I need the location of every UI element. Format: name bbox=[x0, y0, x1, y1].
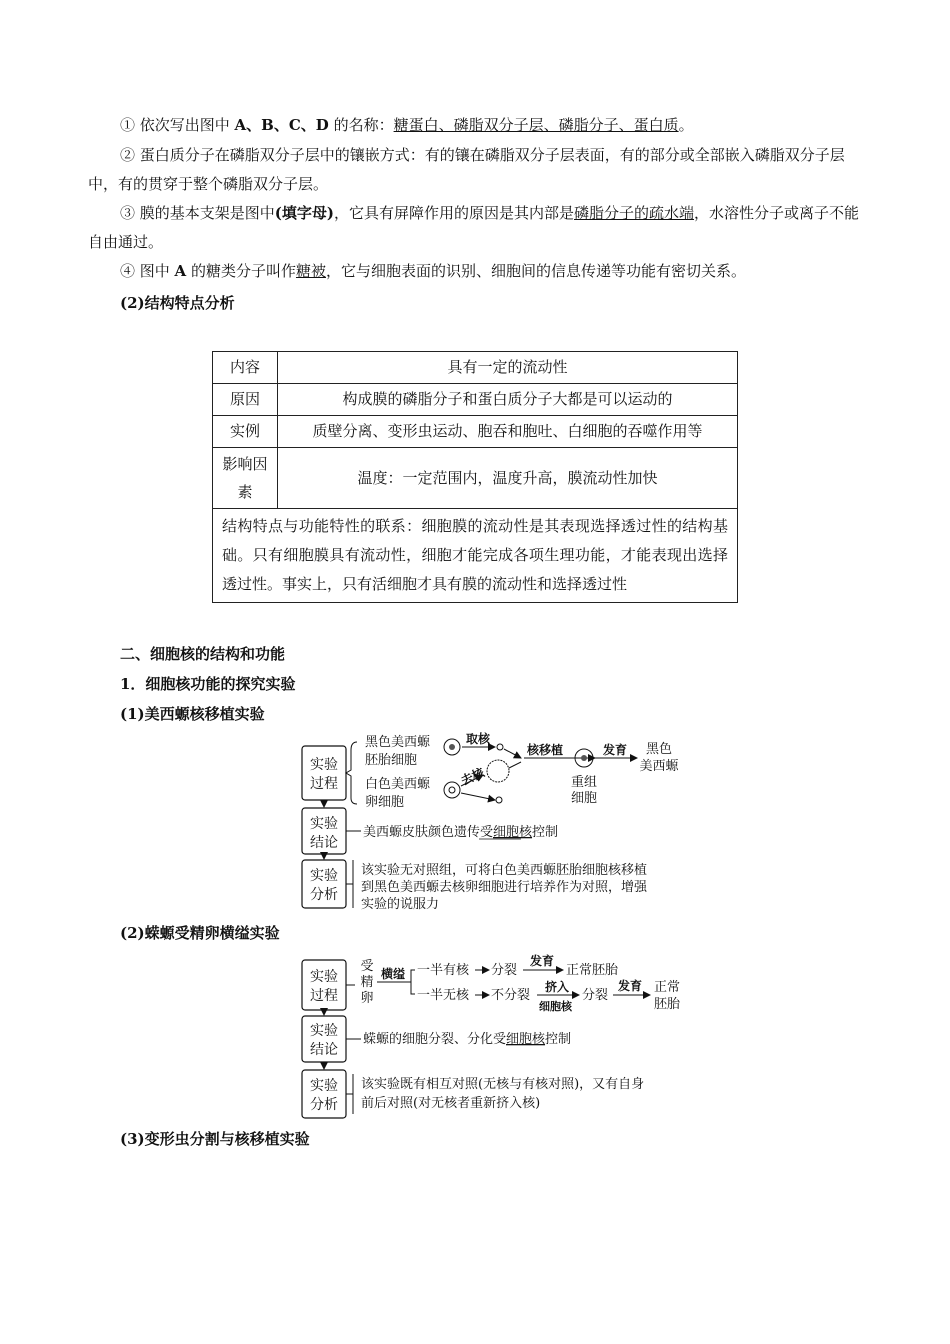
salamander-ligation-diagram bbox=[295, 952, 695, 1122]
svg-text:实验: 实验 bbox=[310, 969, 338, 985]
svg-text:不分裂: 不分裂 bbox=[491, 988, 531, 1003]
nucleus-icon bbox=[496, 797, 502, 803]
paragraph-protein-embedding: ② 蛋白质分子在磷脂双分子层中的镶嵌方式：有的镶在磷脂双分子层表面，有的部分或全部嵌入磷脂双分子层中，有的贯穿于整个磷脂双分子层。 bbox=[88, 146, 845, 193]
svg-text:取核: 取核 bbox=[466, 732, 491, 746]
svg-text:美西螈: 美西螈 bbox=[639, 759, 679, 774]
svg-text:实验: 实验 bbox=[310, 1023, 338, 1039]
svg-text:过程: 过程 bbox=[310, 776, 338, 792]
paragraph-names: ① 依次写出图中 A、B、C、D 的名称：糖蛋白、磷脂双分子层、磷脂分子、蛋白质。 bbox=[120, 116, 694, 134]
answer-hydrophobic: 磷脂分子的疏水端 bbox=[574, 204, 695, 222]
table-row bbox=[213, 384, 738, 416]
svg-text:分析: 分析 bbox=[310, 1097, 338, 1113]
svg-text:分裂: 分裂 bbox=[491, 963, 518, 978]
svg-text:分析: 分析 bbox=[310, 887, 338, 903]
table-note: 结构特点与功能特性的联系：细胞膜的流动性是其表现选择透过性的结构基础。只有细胞膜具有流动性，细胞才能完成各项生理功能，才能表现出选择透过性。事实上，只有活细胞才具有膜的流动性和选择透过性 bbox=[213, 509, 738, 603]
table-key: 原因 bbox=[213, 384, 278, 416]
svg-text:胚胎: 胚胎 bbox=[653, 997, 681, 1012]
svg-text:结论: 结论 bbox=[310, 1042, 338, 1058]
heading-structure-analysis: (2)结构特点分析 bbox=[120, 294, 235, 312]
svg-text:挤入: 挤入 bbox=[545, 980, 570, 994]
svg-text:细胞: 细胞 bbox=[570, 791, 598, 806]
svg-text:去核: 去核 bbox=[458, 765, 487, 789]
svg-text:白色美西螈: 白色美西螈 bbox=[365, 777, 431, 792]
svg-text:受: 受 bbox=[360, 959, 374, 974]
table-value: 具有一定的流动性 bbox=[278, 352, 738, 384]
nucleus-icon bbox=[581, 755, 587, 761]
svg-text:发育: 发育 bbox=[530, 954, 555, 968]
svg-text:正常胚胎: 正常胚胎 bbox=[566, 963, 619, 978]
svg-text:一半无核: 一半无核 bbox=[417, 988, 470, 1003]
enucleated-egg-icon bbox=[487, 760, 509, 782]
table-row bbox=[213, 509, 738, 603]
svg-text:发育: 发育 bbox=[603, 743, 628, 757]
svg-text:实验: 实验 bbox=[310, 816, 338, 832]
svg-text:到黑色美西螈去核卵细胞进行培养作为对照，增强: 到黑色美西螈去核卵细胞进行培养作为对照，增强 bbox=[361, 880, 648, 895]
heading-section-2: 二、细胞核的结构和功能 bbox=[120, 645, 286, 663]
svg-text:正常: 正常 bbox=[653, 980, 681, 995]
fluidity-table bbox=[212, 351, 738, 603]
svg-text:一半有核: 一半有核 bbox=[417, 963, 470, 978]
svg-text:实验: 实验 bbox=[310, 1078, 338, 1094]
svg-text:该实验无对照组，可将白色美西螈胚胎细胞核移植: 该实验无对照组，可将白色美西螈胚胎细胞核移植 bbox=[361, 863, 648, 878]
svg-text:胚胎细胞: 胚胎细胞 bbox=[365, 753, 418, 768]
table-key: 影响因素 bbox=[213, 448, 278, 509]
heading-experiment-1: (1)美西螈核移植实验 bbox=[120, 705, 265, 723]
answer-glycocalyx: 糖被 bbox=[295, 262, 326, 280]
table-row bbox=[213, 352, 738, 384]
svg-text:黑色美西螈: 黑色美西螈 bbox=[365, 735, 431, 750]
heading-section-2-1: 1．细胞核功能的探究实验 bbox=[120, 675, 296, 693]
nucleus-icon bbox=[449, 787, 455, 793]
svg-text:发育: 发育 bbox=[618, 979, 643, 993]
svg-text:蝾螈的细胞分裂、分化受细胞核控制: 蝾螈的细胞分裂、分化受细胞核控制 bbox=[363, 1032, 572, 1047]
svg-text:重组: 重组 bbox=[570, 775, 598, 790]
svg-text:过程: 过程 bbox=[310, 988, 338, 1004]
svg-text:横缢: 横缢 bbox=[381, 967, 406, 981]
nucleus-icon bbox=[497, 744, 503, 750]
table-key: 内容 bbox=[213, 352, 278, 384]
svg-text:实验: 实验 bbox=[310, 868, 338, 884]
table-value: 温度：一定范围内，温度升高，膜流动性加快 bbox=[278, 448, 738, 509]
table-row bbox=[213, 448, 738, 509]
paragraph-basic-scaffold: ③ 膜的基本支架是图中(填字母)，它具有屏障作用的原因是其内部是磷脂分子的疏水端，水溶性分子或离子不能自由通过。 bbox=[88, 204, 860, 251]
svg-text:美西螈皮肤颜色遗传受细胞核控制: 美西螈皮肤颜色遗传受细胞核控制 bbox=[363, 825, 559, 840]
svg-text:精: 精 bbox=[360, 975, 374, 990]
svg-text:卵细胞: 卵细胞 bbox=[365, 795, 405, 810]
paragraph-glycocalyx: ④ 图中 A 的糖类分子叫作糖被，它与细胞表面的识别、细胞间的信息传递等功能有密切关系。 bbox=[120, 262, 746, 280]
svg-text:黑色: 黑色 bbox=[645, 742, 673, 757]
svg-text:结论: 结论 bbox=[310, 835, 338, 851]
table-key: 实例 bbox=[213, 416, 278, 448]
answer-names: 糖蛋白、磷脂双分子层、磷脂分子、蛋白质 bbox=[393, 116, 679, 134]
heading-experiment-2: (2)蝾螈受精卵横缢实验 bbox=[120, 924, 280, 942]
svg-text:前后对照(对无核者重新挤入核): 前后对照(对无核者重新挤入核) bbox=[361, 1096, 541, 1111]
egg-cell-icon bbox=[444, 782, 460, 798]
table-value: 构成膜的磷脂分子和蛋白质分子大都是可以运动的 bbox=[278, 384, 738, 416]
svg-text:该实验既有相互对照(无核与有核对照)，又有自身: 该实验既有相互对照(无核与有核对照)，又有自身 bbox=[361, 1077, 645, 1092]
svg-text:卵: 卵 bbox=[360, 991, 374, 1006]
svg-text:细胞核: 细胞核 bbox=[539, 1000, 572, 1013]
heading-experiment-3: (3)变形虫分割与核移植实验 bbox=[120, 1130, 310, 1148]
table-row bbox=[213, 416, 738, 448]
nucleus-icon bbox=[449, 744, 455, 750]
svg-text:核移植: 核移植 bbox=[527, 743, 564, 757]
svg-text:实验的说服力: 实验的说服力 bbox=[361, 897, 440, 912]
svg-text:实验: 实验 bbox=[310, 757, 338, 773]
axolotl-transplant-diagram bbox=[295, 732, 695, 912]
svg-text:分裂: 分裂 bbox=[582, 988, 609, 1003]
table-value: 质壁分离、变形虫运动、胞吞和胞吐、白细胞的吞噬作用等 bbox=[278, 416, 738, 448]
